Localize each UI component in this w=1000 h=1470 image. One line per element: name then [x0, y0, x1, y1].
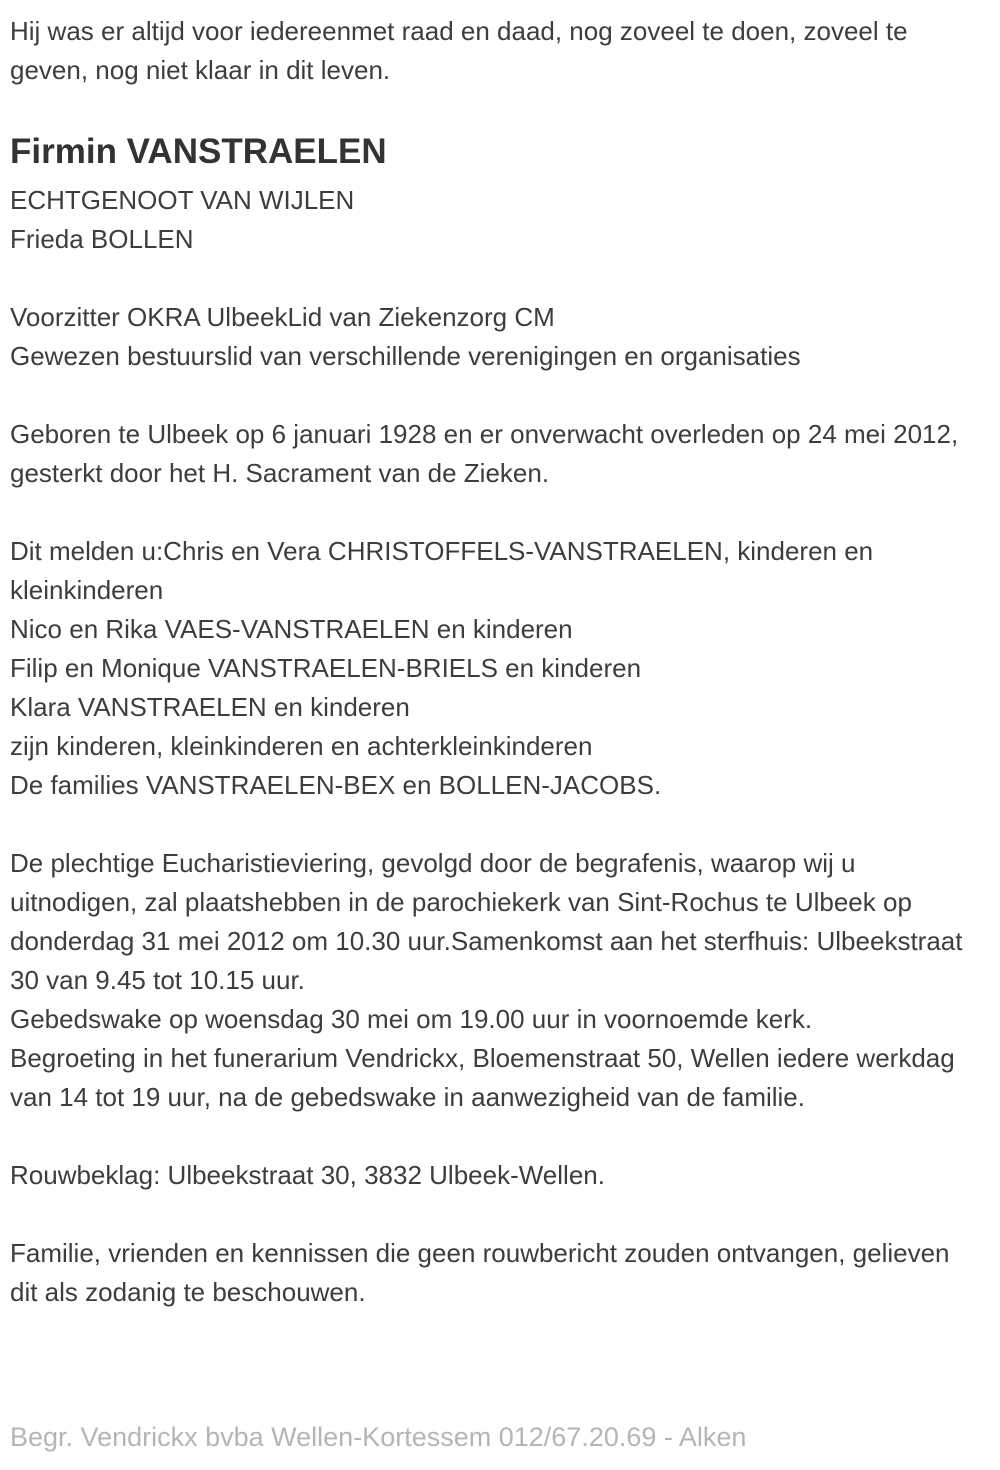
role-line: Gewezen bestuurslid van verschillende verenigingen en organisaties — [10, 341, 801, 371]
role-line: Voorzitter OKRA UlbeekLid van Ziekenzorg CM — [10, 302, 555, 332]
deceased-name: Firmin VANSTRAELEN — [10, 132, 387, 171]
family-line: Klara VANSTRAELEN en kinderen — [10, 692, 410, 722]
deceased-header — [10, 129, 984, 259]
family-line: De families VANSTRAELEN-BEX en BOLLEN-JACOBS. — [10, 770, 662, 800]
roles-section — [10, 298, 984, 376]
service-section — [10, 844, 984, 1117]
intro-verse: Hij was er altijd voor iedereenmet raad en daad, nog zoveel te doen, zoveel te geven, nog niet klaar in dit leven. — [10, 16, 908, 85]
service-paragraph: Gebedswake op woensdag 30 mei om 19.00 uur in voornoemde kerk. — [10, 1004, 813, 1034]
family-section — [10, 532, 984, 805]
condolence-address: Rouwbeklag: Ulbeekstraat 30, 3832 Ulbeek-Wellen. — [10, 1160, 605, 1190]
family-line: zijn kinderen, kleinkinderen en achterkleinkinderen — [10, 731, 593, 761]
family-line: Nico en Rika VAES-VANSTRAELEN en kinderen — [10, 614, 573, 644]
funeral-home-footer: Begr. Vendrickx bvba Wellen-Kortessem 012/67.20.69 - Alken — [10, 1422, 747, 1452]
birth-death-paragraph: Geboren te Ulbeek op 6 januari 1928 en er onverwacht overleden op 24 mei 2012, gesterkt door het H. Sacrament van de Zieken. — [10, 419, 959, 488]
relation-line: ECHTGENOOT VAN WIJLEN — [10, 185, 355, 215]
family-line: Dit melden u:Chris en Vera CHRISTOFFELS-VANSTRAELEN, kinderen en kleinkinderen — [10, 536, 874, 605]
family-line: Filip en Monique VANSTRAELEN-BRIELS en kinderen — [10, 653, 642, 683]
closing-paragraph: Familie, vrienden en kennissen die geen rouwbericht zouden ontvangen, gelieven dit als zodanig te beschouwen. — [10, 1238, 950, 1307]
service-paragraph: De plechtige Eucharistieviering, gevolgd door de begrafenis, waarop wij u uitnodigen, zal plaatshebben in de parochiekerk van Sint-Rochus te Ulbeek op donderdag 31 mei 2012 om 10.30 uur.Samenkomst aan het sterfhuis: Ulbeekstraat 30 van 9.45 tot 10.15 uur. — [10, 848, 963, 995]
service-paragraph: Begroeting in het funerarium Vendrickx, Bloemenstraat 50, Wellen iedere werkdag van 14 tot 19 uur, na de gebedswake in aanwezigheid van de familie. — [10, 1043, 955, 1112]
spouse-name: Frieda BOLLEN — [10, 224, 194, 254]
